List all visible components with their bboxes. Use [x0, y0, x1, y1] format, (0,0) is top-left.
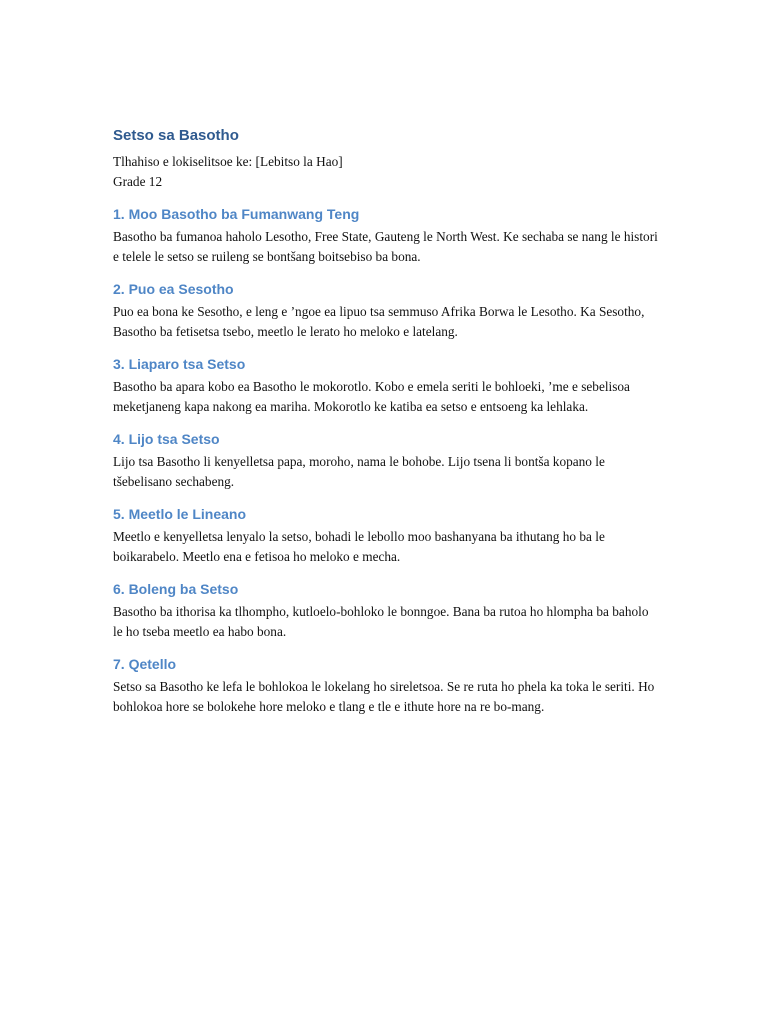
section-body: Basotho ba fumanoa haholo Lesotho, Free State, Gauteng le North West. Ke sechaba se nang le histori e telele le setso se ruileng se bontšang boitsebiso ba bona.	[113, 229, 658, 264]
author-line: Tlhahiso e lokiselitsoe ke: [Lebitso la Hao]	[113, 154, 343, 169]
section-body: Puo ea bona ke Sesotho, e leng e ’ngoe ea lipuo tsa semmuso Afrika Borwa le Lesotho. Ka Sesotho, Basotho ba fetisetsa tsebo, meetlo le lerato ho meloko e latelang.	[113, 304, 645, 339]
section-body: Meetlo e kenyelletsa lenyalo la setso, bohadi le lebollo moo bashanyana ba ithutang ho ba le boikarabelo. Meetlo ena e fetisoa ho meloko e mecha.	[113, 529, 605, 564]
section-customs	[113, 504, 658, 566]
section-heading: 6. Boleng ba Setso	[113, 581, 239, 597]
section-clothing	[113, 354, 658, 416]
section-language	[113, 279, 658, 341]
grade-line: Grade 12	[113, 173, 163, 189]
section-heading: 2. Puo ea Sesotho	[113, 281, 234, 297]
section-heading: 7. Qetello	[113, 656, 177, 672]
section-body: Basotho ba ithorisa ka tlhompho, kutloelo-bohloko le bonngoe. Bana ba rutoa ho hlompha ba baholo le ho tseba meetlo ea habo bona.	[113, 604, 649, 639]
document-page	[113, 126, 658, 716]
section-body: Setso sa Basotho ke lefa le bohlokoa le lokelang ho sireletsoa. Se re ruta ho phela ka toka le seriti. Ho bohlokoa hore se bolokehe hore meloko e tlang e tle e ithute hore na re bo-mang.	[113, 679, 655, 714]
section-food	[113, 429, 658, 491]
section-body: Basotho ba apara kobo ea Basotho le mokorotlo. Kobo e emela seriti le bohloeki, ’me e sebelisoa meketjaneng kapa nakong ea mariha. Mokorotlo ke katiba ea setso e entsoeng ka lehlaka.	[113, 379, 630, 414]
section-location	[113, 204, 658, 266]
section-body: Lijo tsa Basotho li kenyelletsa papa, moroho, nama le bohobe. Lijo tsena li bontša kopano le tšebelisano sechabeng.	[113, 454, 605, 489]
section-heading: 5. Meetlo le Lineano	[113, 506, 247, 522]
section-conclusion	[113, 654, 658, 716]
section-values	[113, 579, 658, 641]
section-heading: 4. Lijo tsa Setso	[113, 431, 220, 447]
section-heading: 1. Moo Basotho ba Fumanwang Teng	[113, 206, 360, 222]
document-title: Setso sa Basotho	[113, 127, 239, 144]
section-heading: 3. Liaparo tsa Setso	[113, 356, 246, 372]
